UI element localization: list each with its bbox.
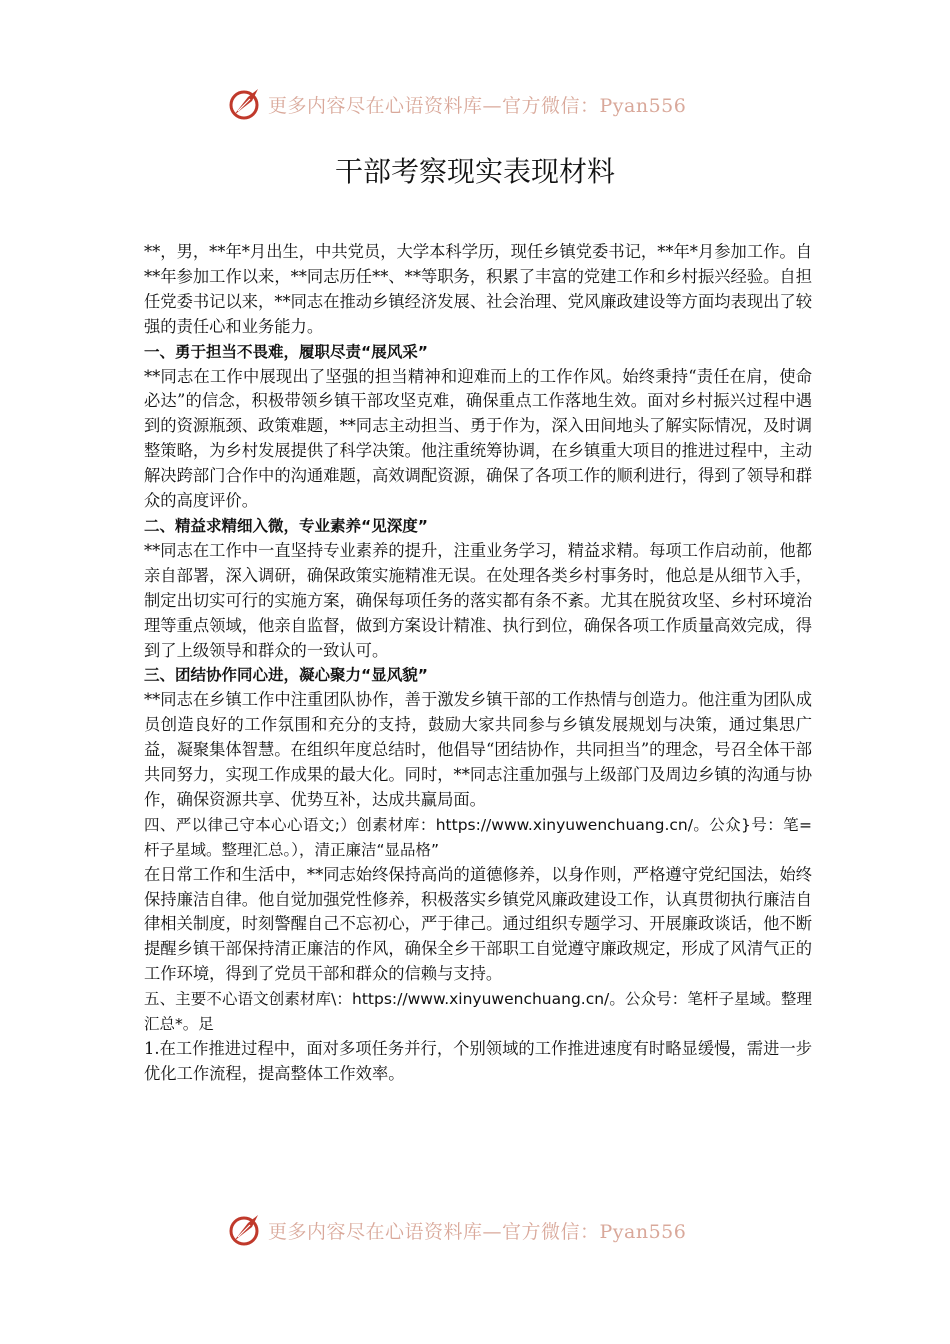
section-paragraph-3: **同志在乡镇工作中注重团队协作，善于激发乡镇干部的工作热情与创造力。他注重为团队成员创造良好的工作氛围和充分的支持，鼓励大家共同参与乡镇发展规划与决策，通过集思广益，凝聚集体智慧。在组织年度总结时，他倡导“团结协作，共同担当”的理念，号召全体干部共同努力，实现工作成果的最大化。同时，**同志注重加强与上级部门及周边乡镇的沟通与协作，确保资源共享、优势互补，达成共赢局面。	[144, 690, 812, 809]
section-heading-3: 三、团结协作同心进，凝心聚力“显风貌”	[144, 666, 428, 685]
intro-paragraph: **，男，**年*月出生，中共党员，大学本科学历，现任乡镇党委书记，**年*月参加工作。自**年参加工作以来，**同志历任**、**等职务，积累了丰富的党建工作和乡村振兴经验。自担任党委书记以来，**同志在推动乡镇经济发展、社会治理、党风廉政建设等方面均表现出了较强的责任心和业务能力。	[144, 242, 812, 336]
quill-logo-icon	[228, 87, 262, 121]
document-body	[144, 240, 812, 1087]
section-heading-2: 二、精益求精细入微，专业素养“见深度”	[144, 516, 428, 535]
section-paragraph-4: 在日常工作和生活中，**同志始终保持高尚的道德修养，以身作则，严格遵守党纪国法，始终保持廉洁自律。他自觉加强党性修养，积极落实乡镇党风廉政建设工作，认真贯彻执行廉洁自律相关制度，时刻警醒自己不忘初心，严于律己。通过组织专题学习、开展廉政谈话，他不断提醒乡镇干部保持清正廉洁的作风，确保全乡干部职工自觉遵守廉政规定，形成了风清气正的工作环境，得到了党员干部和群众的信赖与支持。	[144, 864, 812, 984]
quill-logo-icon	[228, 1213, 262, 1247]
section-heading-1: 一、勇于担当不畏难，履职尽责“展风采”	[144, 342, 428, 361]
section-paragraph-5: 1.在工作推进过程中，面对多项任务并行，个别领域的工作推进速度有时略显缓慢，需进一步优化工作流程，提高整体工作效率。	[144, 1039, 812, 1083]
header-watermark-banner	[228, 84, 686, 124]
section-paragraph-1: **同志在工作中展现出了坚强的担当精神和迎难而上的工作作风。始终秉持“责任在肩，使命必达”的信念，积极带领乡镇干部攻坚克难，确保重点工作落地生效。面对乡村振兴过程中遇到的资源瓶颈、政策难题，**同志主动担当、勇于作为，深入田间地头了解实际情况，及时调整策略，为乡村发展提供了科学决策。他注重统筹协调，在乡镇重大项目的推进过程中，主动解决跨部门合作中的沟通难题，高效调配资源，确保了各项工作的顺利进行，得到了领导和群众的高度评价。	[144, 366, 812, 511]
section-heading-5: 五、主要不心语文创素材库\：https://www.xinyuwenchuang.cn/。公众号：笔杆子星域。整理汇总*。足	[144, 990, 812, 1034]
header-watermark-text: 更多内容尽在心语资料库—官方微信：Pyan556	[268, 94, 687, 117]
footer-watermark-banner	[228, 1210, 686, 1250]
footer-watermark-text: 更多内容尽在心语资料库—官方微信：Pyan556	[268, 1220, 687, 1243]
section-paragraph-2: **同志在工作中一直坚持专业素养的提升，注重业务学习，精益求精。每项工作启动前，他都亲自部署，深入调研，确保政策实施精准无误。在处理各类乡村事务时，他总是从细节入手，制定出切实可行的实施方案，确保每项任务的落实都有条不紊。尤其在脱贫攻坚、乡村环境治理等重点领域，他亲自监督，做到方案设计精准、执行到位，确保各项工作质量高效完成，得到了上级领导和群众的一致认可。	[144, 540, 812, 660]
section-heading-4: 四、严以律己守本心心语文;）创素材库：https://www.xinyuwenchuang.cn/。公众}号：笔=杆子星域。整理汇总。），清正廉洁“显品格”	[144, 815, 812, 859]
page-title: 干部考察现实表现材料	[334, 155, 615, 188]
